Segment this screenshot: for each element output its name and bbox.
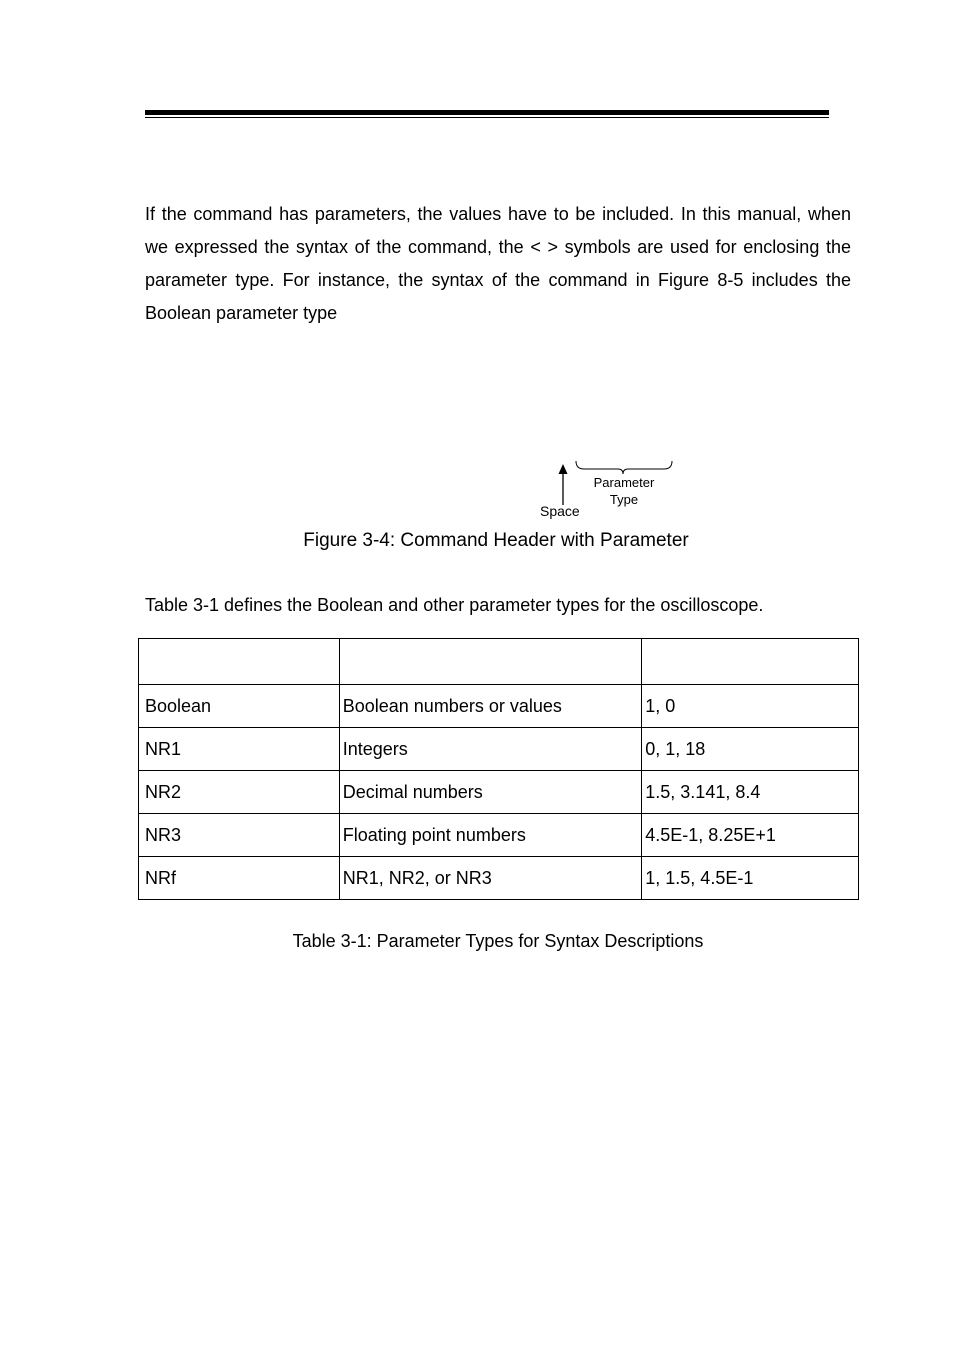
table-row xyxy=(139,771,859,814)
table-intro: Table 3-1 defines the Boolean and other parameter types for the oscilloscope. xyxy=(145,595,764,615)
table-row xyxy=(139,814,859,857)
description-cell: Floating point numbers xyxy=(339,814,642,857)
header-cell-3 xyxy=(642,639,859,685)
parameter-brace xyxy=(576,461,672,474)
type-cell: Boolean xyxy=(139,685,340,728)
header-cell-2 xyxy=(339,639,642,685)
description-cell: NR1, NR2, or NR3 xyxy=(339,857,642,900)
example-cell: 1.5, 3.141, 8.4 xyxy=(642,771,859,814)
table-row xyxy=(139,857,859,900)
space-arrow-head xyxy=(559,464,568,474)
table-row xyxy=(139,728,859,771)
table-row xyxy=(139,685,859,728)
parameter-label-line2: Type xyxy=(609,492,639,507)
example-cell: 0, 1, 18 xyxy=(642,728,859,771)
table-caption: Table 3-1: Parameter Types for Syntax Descriptions xyxy=(292,931,704,951)
intro-paragraph: If the command has parameters, the values have to be included. In this manual, when we expressed the syntax of the command, the < > symbols are used for enclosing the parameter type. For instance, the syntax of the command in Figure 8-5 includes the Boolean parameter type xyxy=(145,204,851,323)
space-label: Space xyxy=(540,503,580,519)
description-cell: Boolean numbers or values xyxy=(339,685,642,728)
command-header-diagram xyxy=(530,455,690,525)
example-cell: 4.5E-1, 8.25E+1 xyxy=(642,814,859,857)
figure-caption: Figure 3-4: Command Header with Parameter xyxy=(303,530,689,551)
parameter-types-table xyxy=(138,638,859,900)
parameter-label-line1: Parameter xyxy=(593,475,655,490)
table-header-row xyxy=(139,639,859,685)
type-cell: NR3 xyxy=(139,814,340,857)
header-cell-1 xyxy=(139,639,340,685)
header-rule-thin xyxy=(145,117,829,118)
description-cell: Decimal numbers xyxy=(339,771,642,814)
type-cell: NR2 xyxy=(139,771,340,814)
header-rule xyxy=(145,110,829,115)
type-cell: NR1 xyxy=(139,728,340,771)
example-cell: 1, 1.5, 4.5E-1 xyxy=(642,857,859,900)
parameter-type-label xyxy=(584,474,664,508)
type-cell: NRf xyxy=(139,857,340,900)
description-cell: Integers xyxy=(339,728,642,771)
example-cell: 1, 0 xyxy=(642,685,859,728)
